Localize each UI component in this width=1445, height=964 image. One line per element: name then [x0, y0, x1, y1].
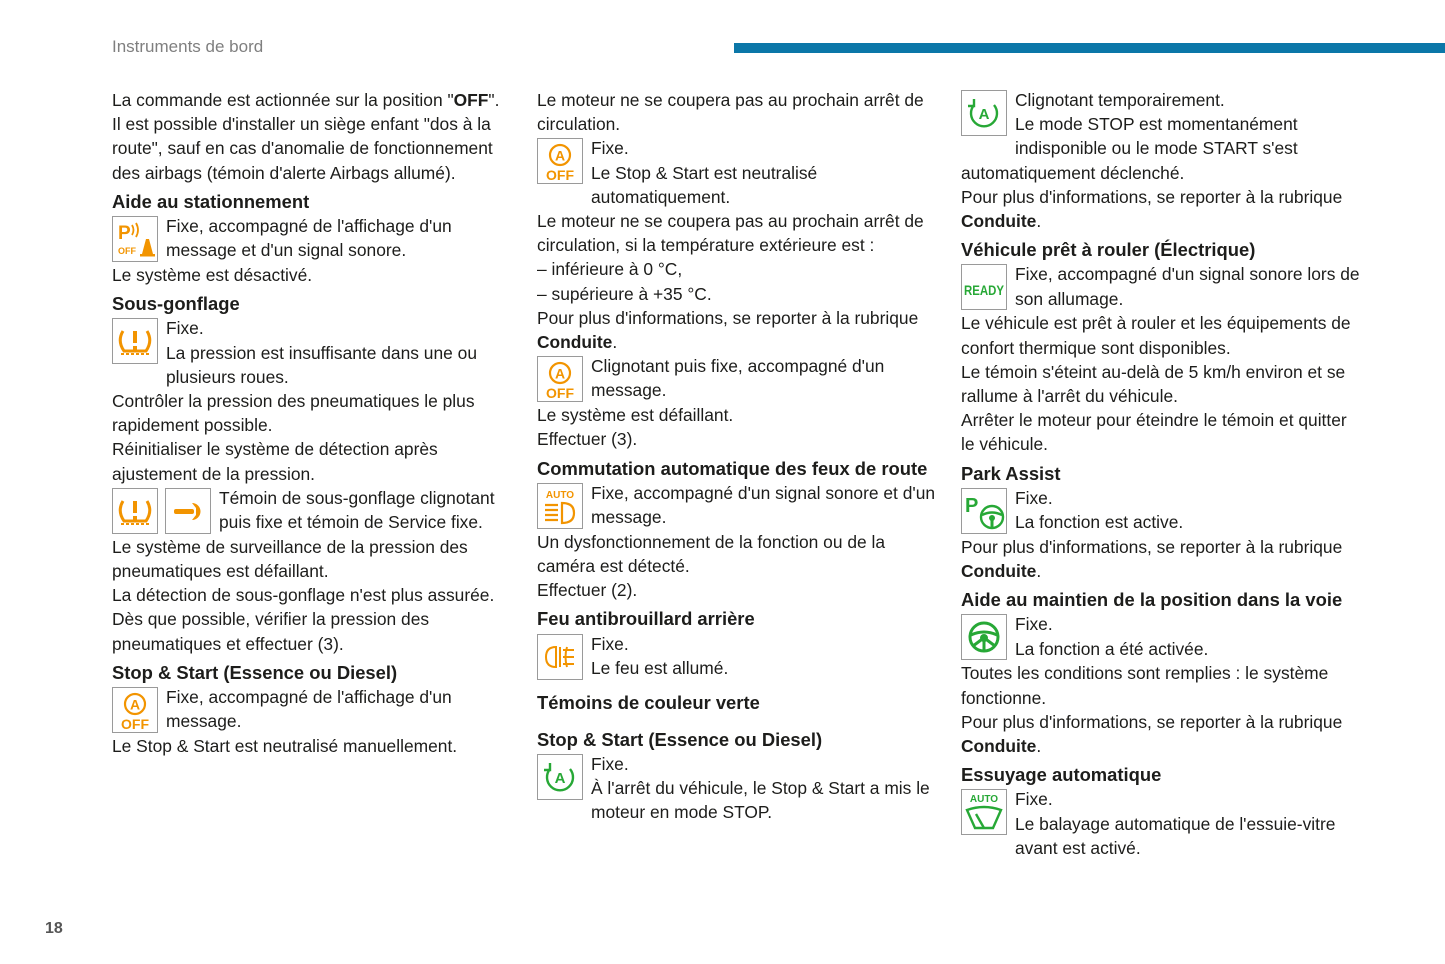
paragraph: Le mode STOP est momentanément indisponible ou le mode START s'est automatiquement déclenché. — [961, 114, 1298, 183]
heading-park-assist: Park Assist — [961, 462, 1061, 484]
stop-start-flashing-entry — [961, 88, 1361, 185]
park-off-label: OFF — [118, 246, 136, 257]
stop-start-off-icon — [112, 687, 158, 733]
paragraph: Fixe. — [1015, 789, 1053, 810]
section-title: Instruments de bord — [112, 37, 264, 56]
heading-lane-keeping: Aide au maintien de la position dans la voie — [961, 589, 1343, 611]
heading-stop-start-green: Stop & Start (Essence ou Diesel) — [537, 728, 823, 750]
parking-aid-entry — [112, 214, 507, 263]
paragraph: Fixe, accompagné d'un signal sonore et d'un message. — [591, 482, 936, 528]
ready-label: READY — [964, 282, 1005, 299]
tyre-pressure-icon — [112, 318, 158, 364]
paragraph: Un dysfonctionnement de la fonction ou de la caméra est détecté. — [537, 531, 886, 577]
tyre-pressure-icon — [112, 488, 158, 534]
paragraph: Fixe. — [1015, 614, 1053, 635]
paragraph: Pour plus d'informations, se reporter à la rubrique Conduite. — [961, 536, 1343, 582]
stop-start-off-icon — [537, 356, 583, 402]
heading-auto-high-beam: Commutation automatique des feux de route — [537, 457, 928, 479]
paragraph: Le moteur ne se coupera pas au prochain arrêt de circulation. — [537, 90, 924, 135]
tyre-service-entry — [112, 486, 507, 535]
ready-entry — [961, 262, 1361, 311]
paragraph: Fixe, accompagné d'un signal sonore lors de son allumage. — [1015, 264, 1360, 309]
paragraph: Fixe. — [166, 318, 204, 339]
tyre-entry — [112, 316, 507, 389]
page-number: 18 — [45, 920, 63, 937]
paragraph: Fixe. — [1015, 487, 1053, 508]
auto-high-beam-entry — [537, 481, 937, 530]
paragraph: Dès que possible, vérifier la pression des pneumatiques et effectuer (3). — [112, 609, 430, 654]
paragraph: La fonction est active. — [1015, 512, 1184, 533]
park-assist-entry — [961, 486, 1361, 535]
paragraph: Le témoin s'éteint au-delà de 5 km/h environ et se rallume à l'arrêt du véhicule. — [961, 361, 1346, 407]
svg-text:A: A — [978, 106, 990, 123]
svg-text:A: A — [554, 365, 566, 382]
heading-green-lamps: Témoins de couleur verte — [537, 691, 760, 713]
svg-text:A: A — [554, 770, 566, 788]
paragraph: Le balayage automatique de l'essuie-vitre avant est activé. — [1015, 813, 1336, 858]
lane-keeping-entry — [961, 612, 1361, 661]
heading-ready: Véhicule prêt à rouler (Électrique) — [961, 239, 1256, 261]
off-label: OFF — [121, 716, 149, 733]
svg-text:A: A — [554, 147, 566, 164]
parking-sensor-off-icon — [112, 216, 158, 262]
paragraph: Le Stop & Start est neutralisé manuellement. — [112, 736, 458, 757]
paragraph: La fonction a été activée. — [1015, 638, 1209, 659]
paragraph: Toutes les conditions sont remplies : le système fonctionne. — [961, 663, 1329, 708]
paragraph: Le système de surveillance de la pression des pneumatiques est défaillant. — [112, 536, 468, 582]
stop-start-off-entry — [112, 685, 507, 734]
p-label: P — [965, 494, 979, 517]
paragraph: Effectuer (2). — [537, 580, 638, 601]
paragraph: Pour plus d'informations, se reporter à la rubrique Conduite. — [961, 711, 1343, 757]
heading-rear-fog: Feu antibrouillard arrière — [537, 608, 755, 630]
stop-start-active-icon — [537, 754, 583, 800]
paragraph: Pour plus d'informations, se reporter à la rubrique Conduite. — [537, 307, 919, 353]
rear-fog-entry — [537, 632, 937, 681]
stop-start-auto-off-entry — [537, 136, 937, 209]
stop-start-active-entry — [537, 752, 937, 825]
column-3 — [961, 88, 1361, 860]
auto-label: AUTO — [545, 489, 575, 501]
paragraph: Le système est défaillant. — [537, 405, 734, 426]
svg-text:P: P — [118, 223, 131, 245]
off-label: OFF — [546, 167, 574, 184]
heading-parking-aid: Aide au stationnement — [112, 190, 310, 212]
paragraph: Fixe, accompagné de l'affichage d'un message et d'un signal sonore. — [166, 216, 452, 261]
svg-text:A: A — [129, 696, 141, 713]
column-2 — [537, 88, 937, 825]
paragraph: Effectuer (3). — [537, 429, 638, 450]
paragraph: Il est possible d'installer un siège enfant "dos à la route", sauf en cas d'anomalie de fonctionnement des airbags (témoin d'alerte Airbags allumé). — [112, 114, 493, 183]
heading-auto-wiping: Essuyage automatique — [961, 764, 1162, 786]
list-item: – supérieure à +35 °C. — [537, 283, 712, 304]
paragraph: Clignotant puis fixe, accompagné d'un message. — [591, 356, 885, 401]
paragraph: À l'arrêt du véhicule, le Stop & Start a mis le moteur en mode STOP. — [591, 778, 930, 823]
auto-high-beam-icon — [537, 483, 583, 529]
auto-wiping-entry — [961, 787, 1361, 860]
heading-tyre: Sous-gonflage — [112, 293, 240, 315]
paragraph: Le véhicule est prêt à rouler et les équipements de confort thermique sont disponibles. — [961, 313, 1351, 358]
stop-start-fault-entry — [537, 354, 937, 403]
steering-wheel-icon — [961, 614, 1007, 660]
paragraph: La pression est insuffisante dans une ou plusieurs roues. — [166, 342, 477, 387]
paragraph: Le Stop & Start est neutralisé automatiquement. — [591, 162, 818, 207]
paragraph: Fixe. — [591, 754, 629, 775]
paragraph: Clignotant temporairement. — [1015, 90, 1225, 110]
paragraph: Témoin de sous-gonflage clignotant puis fixe et témoin de Service fixe. — [219, 487, 495, 533]
paragraph: Fixe, accompagné de l'affichage d'un message. — [166, 687, 452, 732]
auto-label: AUTO — [969, 794, 999, 806]
rear-fog-lamp-icon — [537, 634, 583, 680]
wrench-service-icon — [165, 488, 211, 534]
paragraph: Le feu est allumé. — [591, 657, 729, 678]
column-1 — [112, 88, 507, 758]
paragraph: Arrêter le moteur pour éteindre le témoin et quitter le véhicule. — [961, 410, 1347, 455]
paragraph: Le moteur ne se coupera pas au prochain arrêt de circulation, si la température extérieure est : — [537, 211, 924, 256]
paragraph: La commande est actionnée sur la position "OFF". — [112, 90, 500, 110]
header-accent-bar — [734, 43, 1445, 53]
paragraph: Fixe. — [591, 633, 629, 654]
paragraph: Pour plus d'informations, se reporter à la rubrique Conduite. — [961, 186, 1343, 232]
stop-start-active-icon — [961, 90, 1007, 136]
park-assist-icon — [961, 488, 1007, 534]
auto-wiper-icon — [961, 789, 1007, 835]
paragraph: Contrôler la pression des pneumatiques le plus rapidement possible. — [112, 391, 475, 436]
paragraph: La détection de sous-gonflage n'est plus assurée. — [112, 585, 495, 606]
heading-stop-start: Stop & Start (Essence ou Diesel) — [112, 661, 398, 683]
paragraph: Réinitialiser le système de détection après ajustement de la pression. — [112, 439, 438, 484]
list-item: – inférieure à 0 °C, — [537, 259, 683, 280]
paragraph: Fixe. — [591, 138, 629, 159]
paragraph: Le système est désactivé. — [112, 265, 313, 286]
ready-icon — [961, 264, 1007, 310]
off-label: OFF — [546, 385, 574, 402]
stop-start-off-icon — [537, 138, 583, 184]
